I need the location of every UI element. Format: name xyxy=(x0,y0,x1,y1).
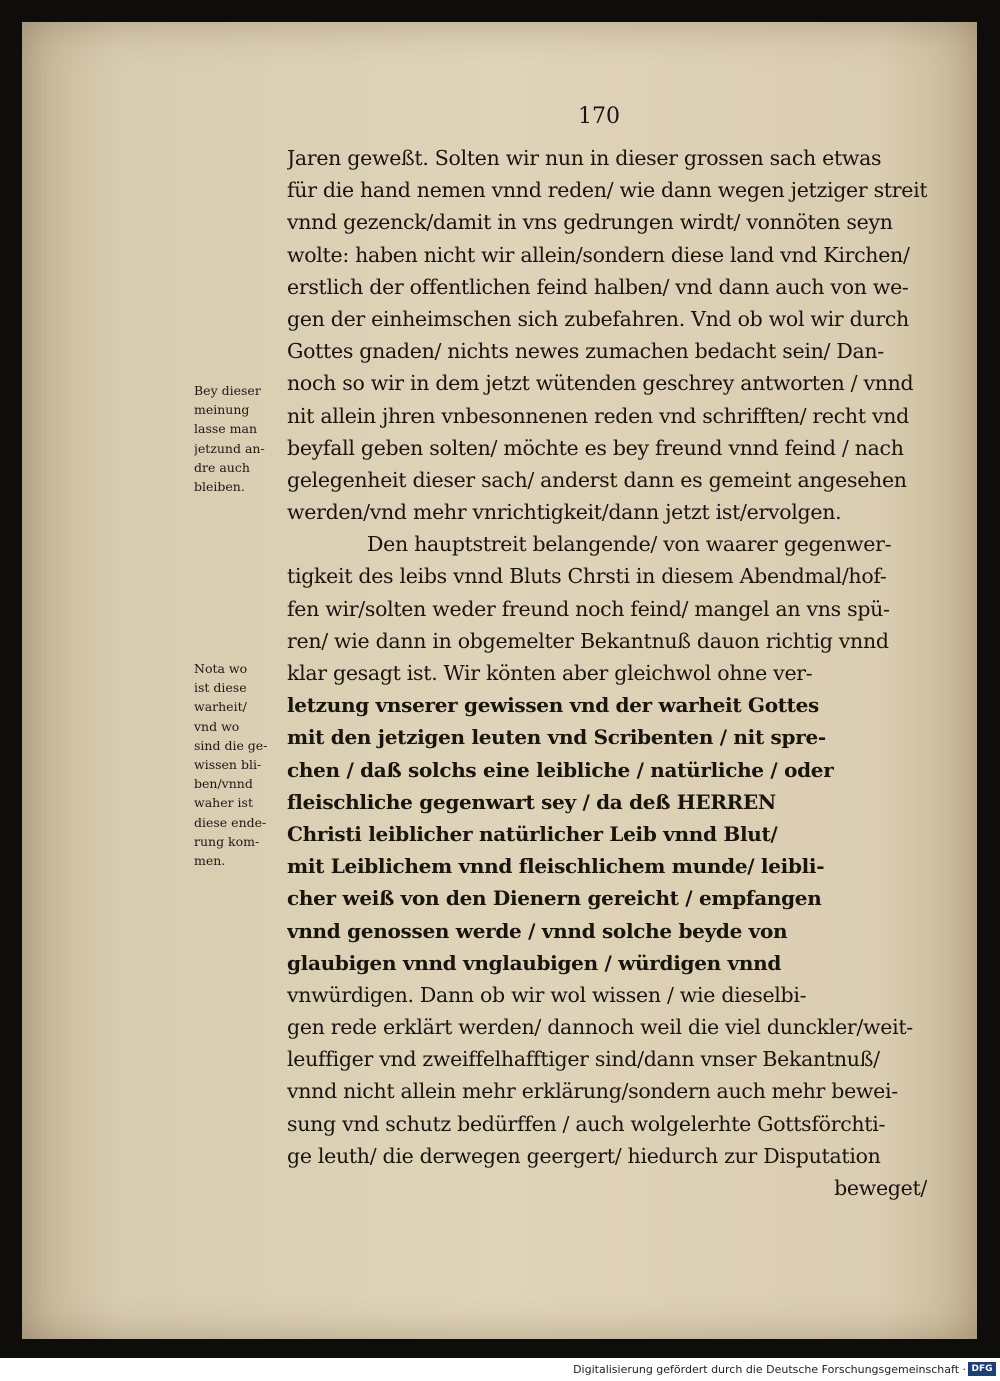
text-line: beyfall geben solten/ möchte es bey freund vnnd feind / nach xyxy=(287,435,904,460)
margin-note-line: Nota wo xyxy=(194,661,248,676)
text-line: Christi leiblicher natürlicher Leib vnnd Blut/ xyxy=(287,821,778,846)
text-line: glaubigen vnnd vnglaubigen / würdigen vnnd xyxy=(287,950,782,975)
text-line: leuffiger vnd zweiffelhafftiger sind/dann vnser Bekantnuß/ xyxy=(287,1047,880,1072)
margin-note-line: ben/vnnd xyxy=(194,776,253,792)
text-line: mit den jetzigen leuten vnd Scribenten / nit spre- xyxy=(287,725,826,750)
dfg-logo: DFG xyxy=(968,1362,996,1376)
text-line: gelegenheit dieser sach/ anderst dann es gemeint angesehen xyxy=(287,467,907,492)
text-line: vnwürdigen. Dann ob wir wol wissen / wie dieselbi- xyxy=(287,982,807,1007)
text-line: gen rede erklärt werden/ dannoch weil die viel dunckler/weit- xyxy=(287,1015,913,1040)
text-line: Jaren geweßt. Solten wir nun in dieser grossen sach etwas xyxy=(287,146,882,170)
margin-note-line: Bey dieser xyxy=(194,383,261,398)
margin-note-line: sind die ge- xyxy=(194,737,268,753)
margin-note-line: vnd wo xyxy=(194,718,240,734)
text-line: chen / daß solchs eine leibliche / natürliche / oder xyxy=(287,757,834,782)
text-line: noch so wir in dem jetzt wütenden geschrey antworten / vnnd xyxy=(287,371,914,396)
text-line: wolte: haben nicht wir allein/sondern diese land vnd Kirchen/ xyxy=(287,242,910,267)
text-line: vnnd gezenck/damit in vns gedrungen wirdt/ vonnöten seyn xyxy=(287,210,893,235)
margin-note-line: ist diese xyxy=(194,680,247,696)
margin-note-2 xyxy=(194,659,288,870)
margin-note-line: warheit/ xyxy=(194,699,247,715)
text-line: werden/vnd mehr vnrichtigkeit/dann jetzt ist/ervolgen. xyxy=(287,500,842,525)
margin-note-line: men. xyxy=(194,852,226,868)
main-text-block xyxy=(287,142,927,1204)
text-line: erstlich der offentlichen feind halben/ vnd dann auch von we- xyxy=(287,274,909,299)
text-line: gen der einheimschen sich zubefahren. Vnd ob wol wir durch xyxy=(287,306,909,331)
text-line: tigkeit des leibs vnnd Bluts Chrsti in diesem Abendmal/hof- xyxy=(287,564,887,589)
digitization-credit: Digitalisierung gefördert durch die Deutsche Forschungsgemeinschaft · xyxy=(573,1363,966,1376)
text-line: für die hand nemen vnnd reden/ wie dann wegen jetziger streit xyxy=(287,178,927,203)
page-number: 170 xyxy=(578,104,620,129)
text-line: letzung vnserer gewissen vnd der warheit Gottes xyxy=(287,693,820,718)
text-line: vnnd nicht allein mehr erklärung/sondern auch mehr bewei- xyxy=(287,1079,898,1104)
text-line: ge leuth/ die derwegen geergert/ hiedurch zur Disputation xyxy=(287,1143,881,1168)
margin-note-1 xyxy=(194,381,288,496)
text-line: beweget/ xyxy=(834,1176,927,1200)
margin-note-line: bleiben. xyxy=(194,478,245,494)
text-line: vnnd genossen werde / vnnd solche beyde von xyxy=(287,918,788,943)
text-line: fen wir/solten weder freund noch feind/ mangel an vns spü- xyxy=(287,596,890,621)
text-line: Den hauptstreit belangende/ von waarer gegenwer- xyxy=(367,532,892,557)
margin-note-line: lasse man xyxy=(194,421,258,437)
text-line: mit Leiblichem vnnd fleischlichem munde/ leibli- xyxy=(287,854,825,879)
margin-note-line: dre auch xyxy=(194,459,250,475)
margin-note-line: meinung xyxy=(194,402,250,418)
text-line: fleischliche gegenwart sey / da deß HERREN xyxy=(287,789,776,814)
margin-note-line: diese ende- xyxy=(194,814,267,830)
text-line: cher weiß von den Dienern gereicht / empfangen xyxy=(287,886,822,911)
margin-note-line: wissen bli- xyxy=(194,756,262,772)
margin-note-line: waher ist xyxy=(194,795,253,811)
margin-note-line: rung kom- xyxy=(194,833,260,849)
margin-note-line: jetzund an- xyxy=(194,440,265,456)
text-line: klar gesagt ist. Wir könten aber gleichwol ohne ver- xyxy=(287,661,813,685)
text-line: nit allein jhren vnbesonnenen reden vnd schrifften/ recht vnd xyxy=(287,403,909,428)
text-line: Gottes gnaden/ nichts newes zumachen bedacht sein/ Dan- xyxy=(287,339,884,364)
text-line: sung vnd schutz bedürffen / auch wolgelerhte Gottsförchti- xyxy=(287,1111,886,1136)
text-line: ren/ wie dann in obgemelter Bekantnuß dauon richtig vnnd xyxy=(287,628,889,653)
